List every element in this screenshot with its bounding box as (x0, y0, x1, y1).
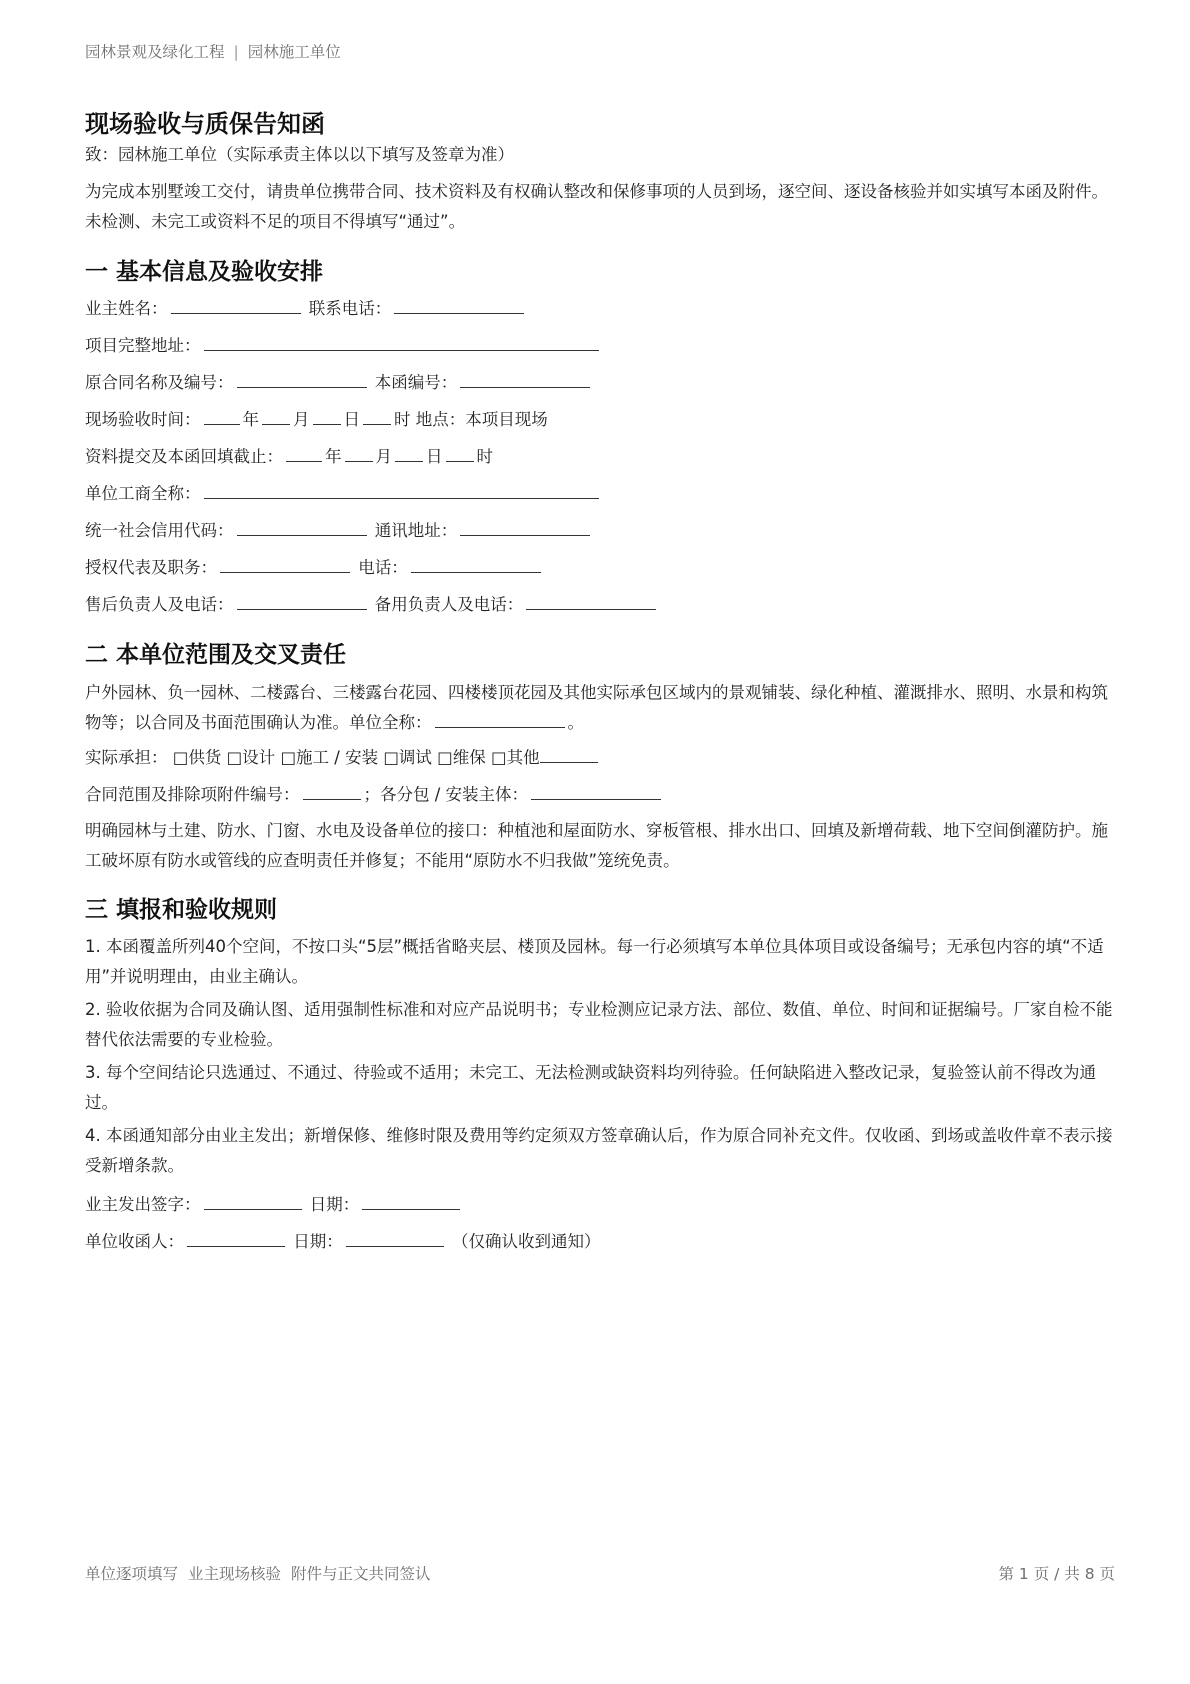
owner-name-label: 业主姓名： (85, 299, 168, 318)
hour-unit: 时 (476, 447, 493, 466)
header-project: 园林景观及绿化工程 (85, 43, 225, 61)
option-other[interactable]: □其他 (491, 748, 540, 767)
mail-address-blank[interactable] (460, 534, 590, 536)
phone-label: 电话： (358, 558, 408, 577)
letter-no-label: 本函编号： (374, 373, 458, 392)
contract-scope-row (85, 783, 664, 807)
after-sales-row (85, 593, 659, 617)
subcontract-blank[interactable] (531, 798, 661, 800)
month-unit: 月 (293, 410, 310, 429)
letter-no-blank[interactable] (460, 386, 590, 388)
receiver-date-blank[interactable] (346, 1245, 444, 1247)
company-name-label: 单位工商全称： (85, 484, 201, 503)
inspection-time-row (85, 408, 548, 432)
owner-sign-row (85, 1193, 463, 1217)
owner-info-row (85, 297, 527, 321)
section3-heading: 三 填报和验收规则 (85, 897, 278, 923)
year-unit: 年 (325, 447, 342, 466)
scope-text: 户外园林、负一园林、二楼露台、三楼露台花园、四楼楼顶花园及其他实际承包区域内的景观铺装、绿化种植、灌溉排水、照明、水景和构筑物等；以合同及书面范围确认为准。单位全称： (85, 683, 1108, 732)
receiver-row (85, 1230, 601, 1254)
responsibility-row (85, 746, 601, 770)
submit-deadline-label: 资料提交及本函回填截止： (85, 447, 283, 466)
company-row (85, 482, 602, 506)
section1-heading: 一 基本信息及验收安排 (85, 259, 324, 285)
running-header (85, 40, 341, 62)
subcontract-label: ；各分包 / 安装主体： (363, 785, 529, 804)
footer-note-2: 业主现场核验 (188, 1565, 282, 1583)
deadline-day-blank[interactable] (395, 460, 423, 462)
backup-label: 备用负责人及电话： (374, 595, 524, 614)
header-separator: | (233, 43, 239, 61)
backup-blank[interactable] (526, 608, 656, 610)
contract-name-blank[interactable] (237, 386, 367, 388)
day-unit: 日 (343, 410, 360, 429)
owner-date-label: 日期： (309, 1195, 360, 1214)
owner-sign-label: 业主发出签字： (85, 1195, 201, 1214)
header-unit: 园林施工单位 (247, 43, 341, 61)
option-supply[interactable]: □供货 (172, 748, 222, 767)
auth-rep-blank[interactable] (220, 571, 350, 573)
contact-phone-label: 联系电话： (308, 299, 392, 318)
receipt-note: （仅确认收到通知） (452, 1232, 601, 1251)
option-design[interactable]: □设计 (226, 748, 276, 767)
page-title: 现场验收与质保告知函 (85, 110, 325, 138)
auth-rep-label: 授权代表及职务： (85, 558, 217, 577)
option-install[interactable]: □施工 / 安装 (280, 748, 379, 767)
receiver-label: 单位收函人： (85, 1232, 184, 1251)
rule-3: 3. 每个空间结论只选通过、不通过、待验或不适用；未完工、无法检测或缺资料均列待验。任何缺陷进入整改记录，复验签认前不得改为通过。 (85, 1063, 1096, 1112)
receiver-blank[interactable] (187, 1245, 285, 1247)
inspect-day-blank[interactable] (313, 423, 341, 425)
scope-end: 。 (567, 713, 584, 732)
intro-paragraph: 为完成本别墅竣工交付，请贵单位携带合同、技术资料及有权确认整改和保修事项的人员到场，逐空间、逐设备核验并如实填写本函及附件。未检测、未完工或资料不足的项目不得填写“通过”。 (85, 182, 1108, 231)
representative-row (85, 556, 544, 580)
year-unit: 年 (242, 410, 259, 429)
deadline-row (85, 445, 493, 469)
deadline-month-blank[interactable] (345, 460, 373, 462)
after-sales-label: 售后负责人及电话： (85, 595, 234, 614)
location-text: 地点：本项目现场 (415, 410, 548, 429)
footer-notes (85, 1565, 431, 1583)
inspect-hour-blank[interactable] (363, 423, 391, 425)
mail-address-label: 通讯地址： (374, 521, 458, 540)
contract-name-label: 原合同名称及编号： (85, 373, 234, 392)
option-other-blank[interactable] (540, 761, 598, 763)
interface-paragraph: 明确园林与土建、防水、门窗、水电及设备单位的接口：种植池和屋面防水、穿板管根、排水出口、回填及新增荷载、地下空间倒灌防护。施工破坏原有防水或管线的应查明责任并修复；不能用“原防水不归我做”笼统免责。 (85, 821, 1108, 870)
address-row (85, 334, 602, 358)
rule-2: 2. 验收依据为合同及确认图、适用强制性标准和对应产品说明书；专业检测应记录方法、部位、数值、单位、时间和证据编号。厂家自检不能替代依法需要的专业检验。 (85, 1000, 1113, 1049)
contract-scope-blank[interactable] (303, 798, 361, 800)
scope-company-blank[interactable] (435, 726, 565, 728)
owner-date-blank[interactable] (362, 1208, 460, 1210)
credit-code-blank[interactable] (237, 534, 367, 536)
option-commission[interactable]: □调试 (383, 748, 432, 767)
project-address-blank[interactable] (204, 349, 599, 351)
deadline-year-blank[interactable] (286, 460, 322, 462)
company-name-blank[interactable] (204, 497, 599, 499)
contact-phone-blank[interactable] (394, 312, 524, 314)
phone-blank[interactable] (411, 571, 541, 573)
inspect-year-blank[interactable] (204, 423, 240, 425)
footer-note-3: 附件与正文共同签认 (291, 1565, 431, 1583)
deadline-hour-blank[interactable] (446, 460, 474, 462)
section2-heading: 二 本单位范围及交叉责任 (85, 642, 347, 668)
scope-paragraph (85, 678, 1115, 738)
rule-4: 4. 本函通知部分由业主发出；新增保修、维修时限及费用等约定须双方签章确认后，作为原合同补充文件。仅收函、到场或盖收件章不表示接受新增条款。 (85, 1126, 1113, 1175)
page-number: 第 1 页 / 共 8 页 (998, 1565, 1115, 1583)
actual-label: 实际承担： (85, 748, 168, 767)
credit-row (85, 519, 593, 543)
hour-unit: 时 (394, 410, 411, 429)
page-footer (85, 1562, 1115, 1584)
receiver-date-label: 日期： (293, 1232, 343, 1251)
inspect-month-blank[interactable] (262, 423, 290, 425)
owner-name-blank[interactable] (171, 312, 301, 314)
contract-scope-label: 合同范围及排除项附件编号： (85, 785, 300, 804)
rule-1: 1. 本函覆盖所列40个空间，不按口头“5层”概括省略夹层、楼顶及园林。每一行必须填写本单位具体项目或设备编号；无承包内容的填“不适用”并说明理由，由业主确认。 (85, 937, 1104, 986)
project-address-label: 项目完整地址： (85, 336, 201, 355)
after-sales-blank[interactable] (237, 608, 367, 610)
owner-sign-blank[interactable] (204, 1208, 302, 1210)
credit-code-label: 统一社会信用代码： (85, 521, 234, 540)
contract-row (85, 371, 593, 395)
inspect-time-label: 现场验收时间： (85, 410, 201, 429)
option-maintenance[interactable]: □维保 (437, 748, 486, 767)
recipient-line: 致：园林施工单位（实际承责主体以以下填写及签章为准） (85, 145, 514, 164)
footer-note-1: 单位逐项填写 (85, 1565, 179, 1583)
day-unit: 日 (426, 447, 443, 466)
month-unit: 月 (375, 447, 392, 466)
